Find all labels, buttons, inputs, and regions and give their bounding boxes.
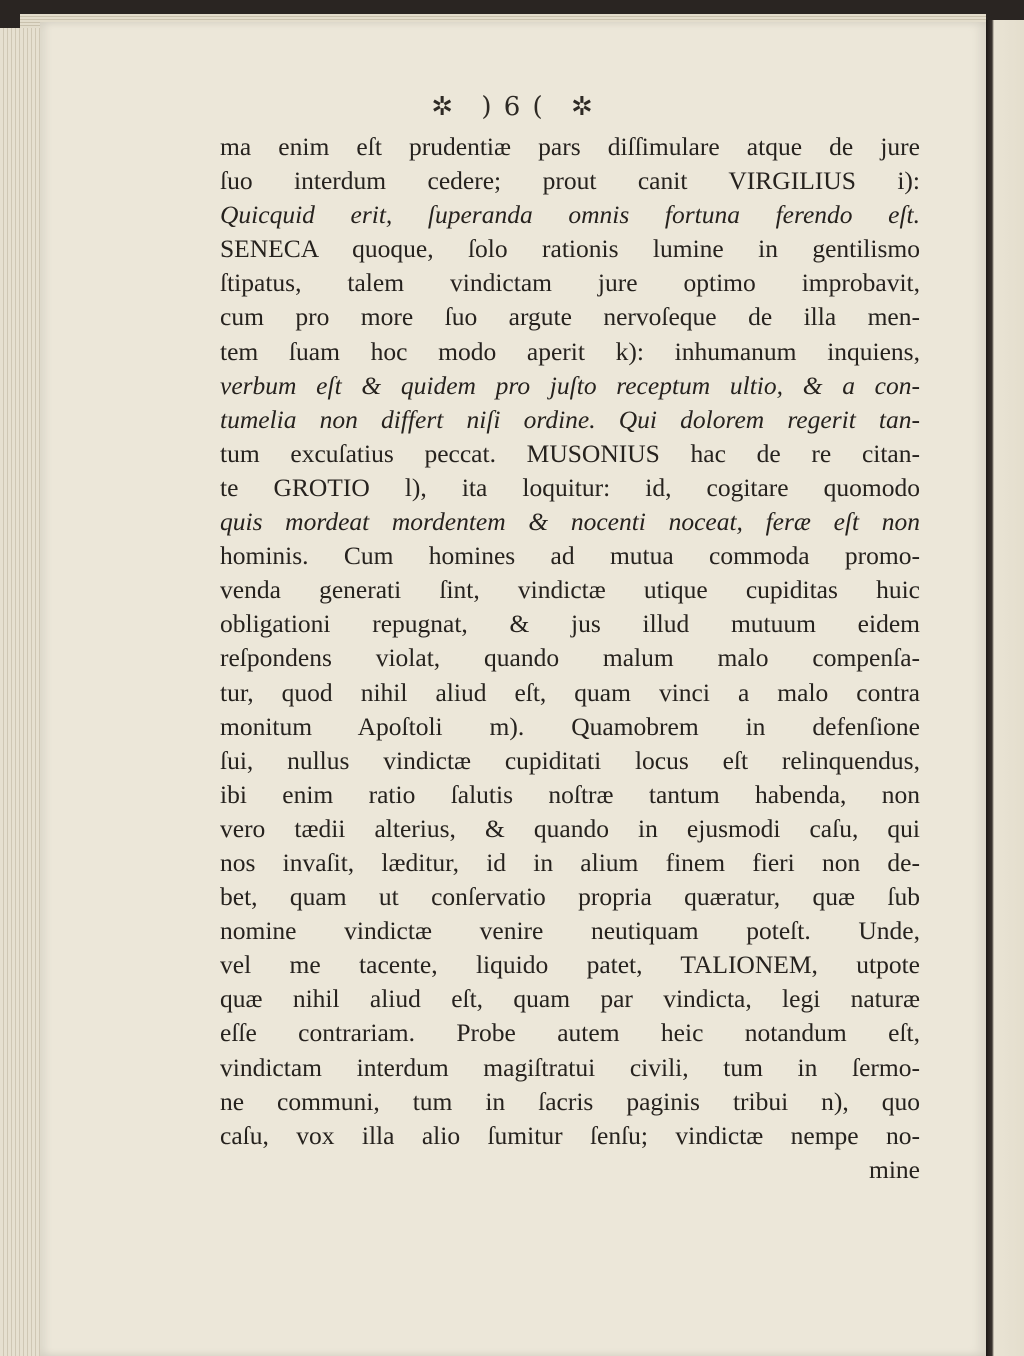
text-line: obligationi repugnat, & jus illud mutuum eidem [220,609,920,639]
text-line: cum pro more ſuo argute nervoſeque de illa men- [220,302,920,332]
page-body-text [220,130,920,1187]
text-line: quæ nihil aliud eſt, quam par vindicta, legi naturæ [220,984,920,1014]
page-header [40,92,986,122]
text-line: tur, quod nihil aliud eſt, quam vinci a malo contra [220,677,920,707]
text-line: nos invaſit, læditur, id in alium finem fieri non de- [220,847,920,877]
text-line: nomine vindictæ venire neutiquam poteſt. Unde, [220,916,920,946]
text-line: tem ſuam hoc modo aperit k): inhumanum inquiens, [220,336,920,366]
text-line: te GROTIO l), ita loquitur: id, cogitare quomodo [220,472,920,502]
text-line: caſu, vox illa alio ſumitur ſenſu; vindictæ nempe no- [220,1120,920,1150]
text-line: ſuo interdum cedere; prout canit VIRGILIUS i): [220,166,920,196]
text-line: ſui, nullus vindictæ cupiditati locus eſt relinquendus, [220,745,920,775]
text-line: venda generati ſint, vindictæ utique cupiditas huic [220,575,920,605]
text-line: bet, quam ut conſervatio propria quæratur, quæ ſub [220,882,920,912]
text-line: tum excuſatius peccat. MUSONIUS hac de re citan- [220,438,920,468]
text-line: verbum eſt & quidem pro juſto receptum ultio, & a con- [220,370,920,400]
text-line: monitum Apoſtoli m). Quamobrem in defenſione [220,711,920,741]
text-line: vindictam interdum magiſtratui civili, tum in ſermo- [220,1052,920,1082]
text-line: ibi enim ratio ſalutis noſtræ tantum habenda, non [220,779,920,809]
book-page-stack-left [0,28,40,1356]
text-line: Quicquid erit, ſuperanda omnis fortuna ferendo eſt. [220,200,920,230]
page-number: ) 6 ( [481,92,545,122]
text-line: reſpondens violat, quando malum malo compenſa- [220,643,920,673]
text-line: vel me tacente, liquido patet, TALIONEM, utpote [220,950,920,980]
text-line: ne communi, tum in ſacris paginis tribui n), quo [220,1086,920,1116]
catchword: mine [869,1154,920,1184]
text-line: vero tædii alterius, & quando in ejusmodi caſu, qui [220,813,920,843]
text-line: tumelia non differt niſi ordine. Qui dolorem regerit tan- [220,404,920,434]
book-right-edge [986,20,1024,1356]
text-line: hominis. Cum homines ad mutua commoda promo- [220,541,920,571]
text-line: SENECA quoque, ſolo rationis lumine in gentilismo [220,234,920,264]
text-line: eſſe contrariam. Probe autem heic notandum eſt, [220,1018,920,1048]
text-line: ſtipatus, talem vindictam jure optimo improbavit, [220,268,920,298]
star-ornament-left-icon: ✲ [431,92,456,122]
star-ornament-right-icon: ✲ [570,92,595,122]
text-line: ma enim eſt prudentiæ pars diſſimulare atque de jure [220,132,920,161]
text-line: quis mordeat mordentem & nocenti noceat, feræ eſt non [220,507,920,537]
